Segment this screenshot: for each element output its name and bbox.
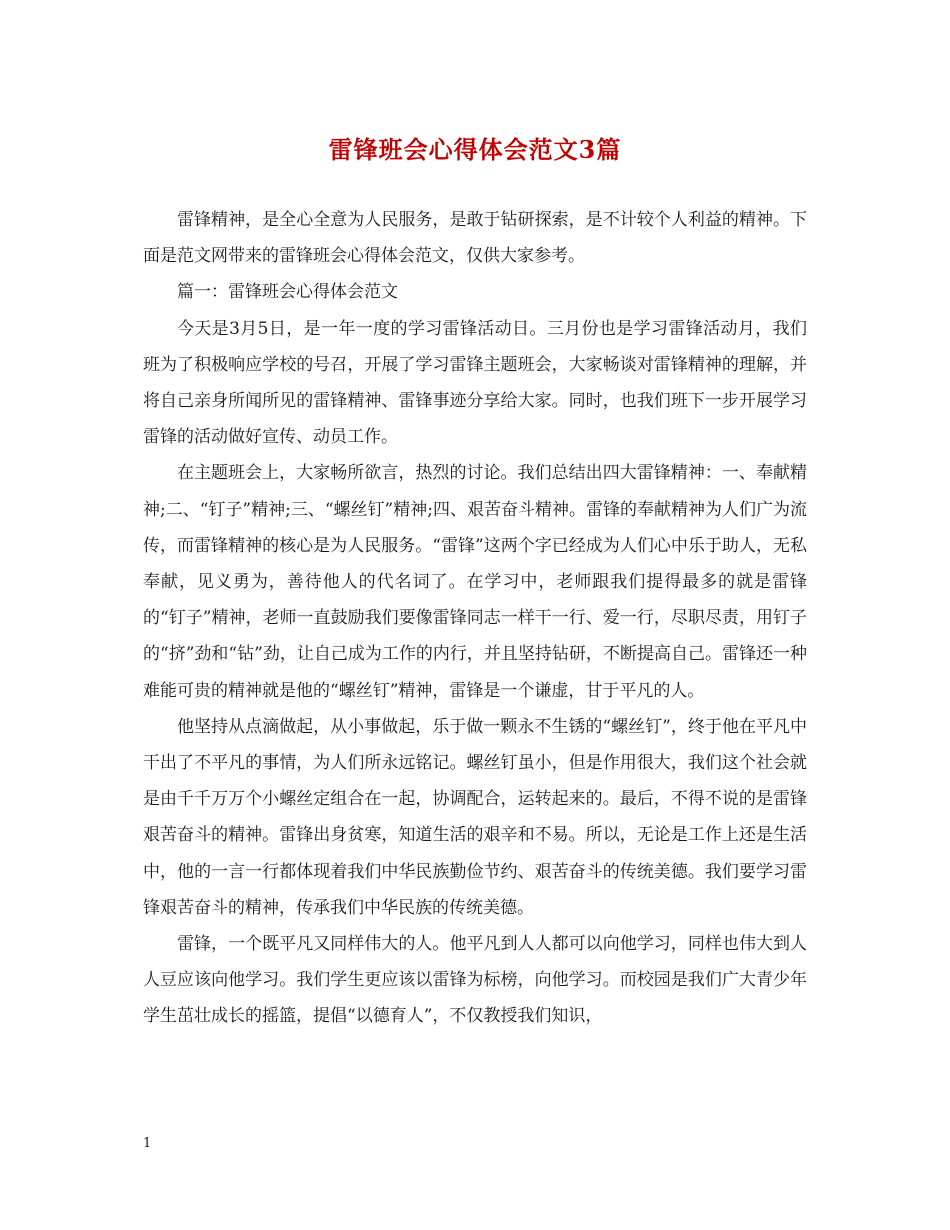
- section-heading: 篇一：雷锋班会心得体会范文: [177, 282, 398, 303]
- document-body: [143, 202, 807, 1035]
- body-paragraph: 雷锋，一个既平凡又同样伟大的人。他平凡到人人都可以向他学习，同样也伟大到人人豆应该向他学习。我们学生更应该以雷锋为标榜，向他学习。而校园是我们广大青少年学生茁壮成长的摇篮，提倡“以德育人”，不仅教授我们知识，: [143, 934, 807, 1027]
- body-paragraph: 今天是3月5日，是一年一度的学习雷锋活动日。三月份也是学习雷锋活动月，我们班为了积极响应学校的号召，开展了学习雷锋主题班会，大家畅谈对雷锋精神的理解，并将自己亲身所闻所见的雷锋精神、雷锋事迹分享给大家。同时，也我们班下一步开展学习雷锋的活动做好宣传、动员工作。: [143, 318, 807, 448]
- intro-paragraph: 雷锋精神，是全心全意为人民服务，是敢于钻研探索，是不计较个人利益的精神。下面是范文网带来的雷锋班会心得体会范文，仅供大家参考。: [143, 210, 807, 267]
- document-title: 雷锋班会心得体会范文3篇: [328, 135, 622, 164]
- page-number: 1: [143, 1136, 152, 1151]
- body-paragraph: 他坚持从点滴做起，从小事做起，乐于做一颗永不生锈的“螺丝钉”，终于他在平凡中干出了不平凡的事情，为人们所永远铭记。螺丝钉虽小，但是作用很大，我们这个社会就是由千千万万个小螺丝定组合在一起，协调配合，运转起来的。最后，不得不说的是雷锋艰苦奋斗的精神。雷锋出身贫寒，知道生活的艰辛和不易。所以，无论是工作上还是生活中，他的一言一行都体现着我们中华民族勤俭节约、艰苦奋斗的传统美德。我们要学习雷锋艰苦奋斗的精神，传承我们中华民族的传统美德。: [143, 716, 807, 918]
- body-paragraph: 在主题班会上，大家畅所欲言，热烈的讨论。我们总结出四大雷锋精神：一、奉献精神;二、“钉子”精神;三、“螺丝钉”精神;四、艰苦奋斗精神。雷锋的奉献精神为人们广为流传，而雷锋精神的核心是为人民服务。“雷锋”这两个字已经成为人们心中乐于助人，无私奉献，见义勇为，善待他人的代名词了。在学习中，老师跟我们提得最多的就是雷锋的“钉子”精神，老师一直鼓励我们要像雷锋同志一样干一行、爱一行，尽职尽责，用钉子的“挤”劲和“钻”劲，让自己成为工作的内行，并且坚持钻研，不断提高自己。雷锋还一种难能可贵的精神就是他的“螺丝钉”精神，雷锋是一个谦虚，甘于平凡的人。: [143, 463, 807, 701]
